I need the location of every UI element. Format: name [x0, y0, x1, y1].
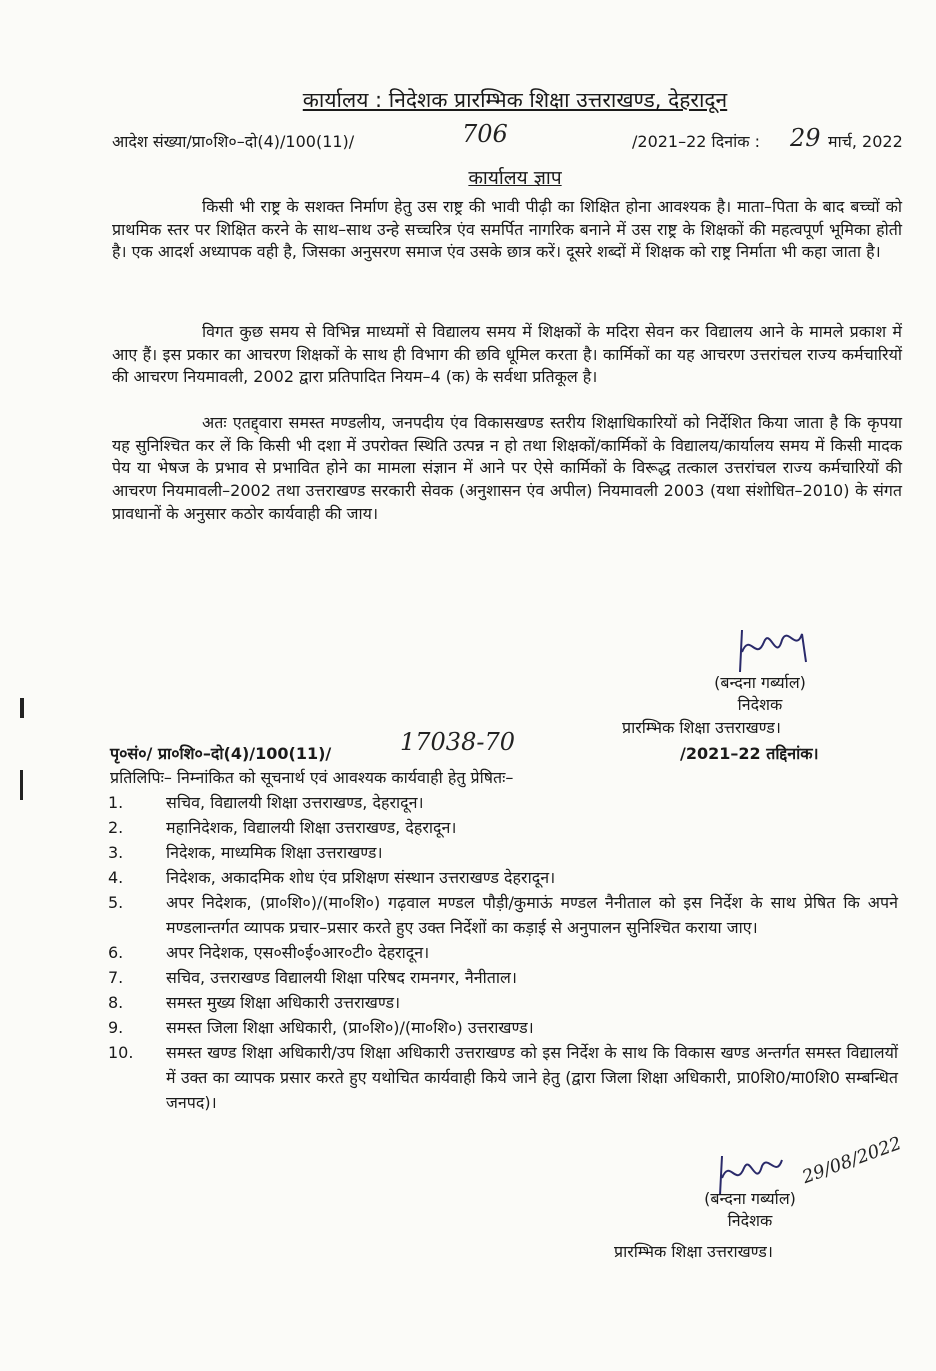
- order-date-label: /2021–22 दिनांक :: [632, 132, 760, 151]
- punch-mark: [20, 770, 23, 800]
- item-number: 5.: [108, 893, 124, 912]
- signatory-designation: निदेशक: [737, 695, 783, 714]
- signatory-name: (बन्दना गर्ब्याल): [714, 673, 806, 692]
- item-text: समस्त मुख्य शिक्षा अधिकारी उत्तराखण्ड।: [166, 993, 401, 1012]
- signatory-org: प्रारम्भिक शिक्षा उत्तराखण्ड।: [614, 1242, 773, 1261]
- list-item: [108, 815, 898, 840]
- item-text: समस्त जिला शिक्षा अधिकारी, (प्रा०शि०)/(मा०शि०) उत्तराखण्ड।: [166, 1018, 534, 1037]
- item-number: 7.: [108, 968, 124, 987]
- signatory-designation: निदेशक: [727, 1211, 773, 1230]
- list-item: [108, 1040, 898, 1115]
- copy-ref-number-handwritten: 17038-70: [400, 728, 515, 756]
- item-text: निदेशक, अकादमिक शोध एंव प्रशिक्षण संस्थान उत्तराखण्ड देहरादून।: [166, 868, 556, 887]
- paragraph-2: विगत कुछ समय से विभिन्न माध्यमों से विद्यालय समय में शिक्षकों के मदिरा सेवन कर विद्यालय आने के मामले प्रकाश में आए हैं। इस प्रकार का आचरण शिक्षकों के साथ ही विभाग की छवि धूमिल करता है। कार्मिकों का यह आचरण उत्तरांचल राज्य कर्मचारियों की आचरण नियमावली, 2002 द्वारा प्रतिपादित नियम–4 (क) के सर्वथा प्रतिकूल है।: [112, 322, 902, 387]
- punch-mark: [20, 698, 24, 718]
- memo-title: कार्यालय ज्ञाप: [468, 167, 562, 189]
- item-number: 10.: [108, 1043, 134, 1062]
- item-text: सचिव, विद्यालयी शिक्षा उत्तराखण्ड, देहरादून।: [166, 793, 424, 812]
- handwritten-date: 29/08/2022: [799, 1132, 905, 1189]
- list-item: [108, 940, 898, 965]
- copy-ref-suffix: /2021–22 तद्दिनांक।: [680, 744, 819, 763]
- list-item: [108, 1015, 898, 1040]
- list-item: [108, 965, 898, 990]
- order-number-prefix: आदेश संख्या/प्रा०शि०–दो(4)/100(11)/: [112, 132, 355, 151]
- item-text: अपर निदेशक, एस०सी०ई०आर०टी० देहरादून।: [166, 943, 430, 962]
- list-item: [108, 990, 898, 1015]
- paragraph-3: अतः एतद्द्वारा समस्त मण्डलीय, जनपदीय एंव विकासखण्ड स्तरीय शिक्षाधिकारियों को निर्देशित किया जाता है कि कृपया यह सुनिश्चित कर लें कि किसी भी दशा में उपरोक्त स्थिति उत्पन्न न हो तथा शिक्षकों/कार्मिकों के विद्यालय/कार्यालय समय में किसी मादक पेय या भेषज के प्रभाव से प्रभावित होने का मामला संज्ञान में आने पर ऐसे कार्मिकों के विरूद्ध तत्काल उत्तरांचल राज्य कर्मचारियों की आचरण नियमावली–2002 तथा उत्तराखण्ड सरकारी सेवक (अनुशासन एंव अपील) नियमावली 2003 (यथा संशोधित–2010) के संगत प्रावधानों के अनुसार कठोर कार्यवाही की जाय।: [112, 413, 902, 523]
- date-day-handwritten: 29: [790, 124, 821, 152]
- order-number-handwritten: 706: [462, 120, 508, 148]
- order-date-rest: मार्च, 2022: [828, 132, 903, 151]
- item-number: 8.: [108, 993, 124, 1012]
- list-item: [108, 840, 898, 865]
- item-number: 6.: [108, 943, 124, 962]
- copy-list: [108, 790, 898, 1115]
- signatory-org: प्रारम्भिक शिक्षा उत्तराखण्ड।: [622, 718, 781, 737]
- list-item: [108, 865, 898, 890]
- item-text: निदेशक, माध्यमिक शिक्षा उत्तराखण्ड।: [166, 843, 383, 862]
- list-item: [108, 790, 898, 815]
- item-text: सचिव, उत्तराखण्ड विद्यालयी शिक्षा परिषद रामनगर, नैनीताल।: [166, 968, 517, 987]
- item-text: समस्त खण्ड शिक्षा अधिकारी/उप शिक्षा अधिकारी उत्तराखण्ड को इस निर्देश के साथ कि विकास खण्ड अन्तर्गत समस्त विद्यालयों में उक्त का व्यापक प्रसार करते हुए यथोचित कार्यवाही किये जाने हेतु (द्वारा जिला शिक्षा अधिकारी, प्रा0शि0/मा0शि0 सम्बन्धित जनपद)।: [166, 1043, 898, 1112]
- office-heading: कार्यालय : निदेशक प्रारम्भिक शिक्षा उत्तराखण्ड, देहरादून: [302, 88, 728, 112]
- item-number: 1.: [108, 793, 124, 812]
- item-number: 3.: [108, 843, 124, 862]
- signatory-2: [650, 1188, 850, 1232]
- item-number: 4.: [108, 868, 124, 887]
- copy-intro: प्रतिलिपिः– निम्नांकित को सूचनार्थ एवं आवश्यक कार्यवाही हेतु प्रेषितः–: [110, 768, 514, 787]
- item-text: अपर निदेशक, (प्रा०शि०)/(मा०शि०) गढ़वाल मण्डल पौड़ी/कुमाऊं मण्डल नैनीताल को इस निर्देश के साथ प्रेषित कि अपने मण्डलान्तर्गत व्यापक प्रचार–प्रसार करते हुए उक्त निर्देशों का कड़ाई से अनुपालन सुनिश्चित कराया जाए।: [166, 893, 898, 937]
- item-number: 9.: [108, 1018, 124, 1037]
- signatory-1: [660, 672, 860, 716]
- item-text: महानिदेशक, विद्यालयी शिक्षा उत्तराखण्ड, देहरादून।: [166, 818, 457, 837]
- copy-ref-prefix: पृ०सं०/ प्रा०शि०–दो(4)/100(11)/: [110, 744, 332, 763]
- item-number: 2.: [108, 818, 124, 837]
- list-item: [108, 890, 898, 940]
- signatory-name: (बन्दना गर्ब्याल): [704, 1189, 796, 1208]
- paragraph-1: किसी भी राष्ट्र के सशक्त निर्माण हेतु उस राष्ट्र की भावी पीढ़ी का शिक्षित होना आवश्यक है। माता–पिता के बाद बच्चों को प्राथमिक स्तर पर शिक्षित करने के साथ–साथ उन्हे सच्चरित्र एंव समर्पित नागरिक बनाने में उस राष्ट्र के शिक्षकों की महत्वपूर्ण भूमिका होती है। एक आदर्श अध्यापक वही है, जिसका अनुसरण समाज एंव उसके छात्र करें। दूसरे शब्दों में शिक्षक को राष्ट्र निर्माता भी कहा जाता है।: [112, 197, 902, 262]
